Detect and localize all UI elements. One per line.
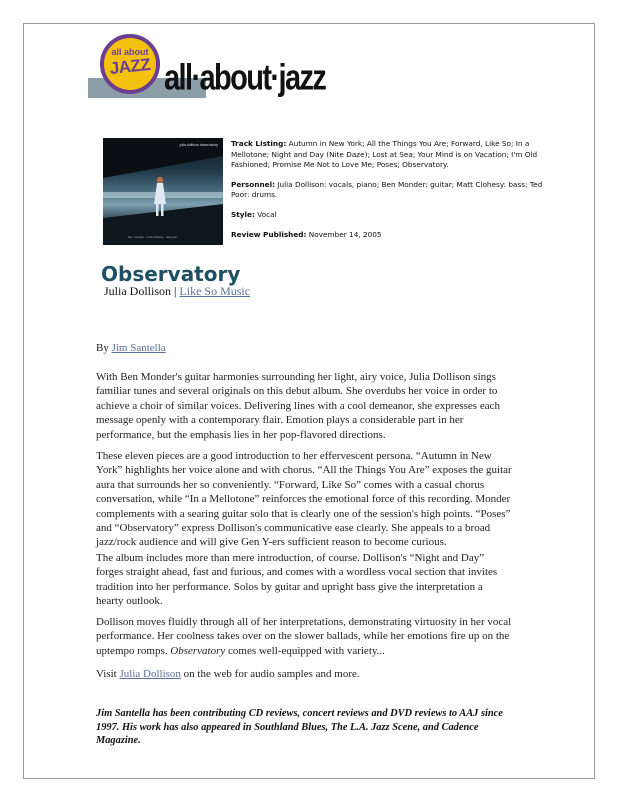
- style: [231, 210, 551, 221]
- track-listing-label: Track Listing:: [231, 139, 287, 148]
- byline: [96, 341, 512, 355]
- cover-figure-head: [157, 177, 163, 183]
- artist-website-link[interactable]: Julia Dollison: [119, 668, 181, 680]
- cover-figure-body: [154, 183, 166, 204]
- track-listing: [231, 139, 551, 171]
- visit-prefix: Visit: [96, 668, 117, 680]
- page-title: Observatory: [101, 262, 241, 286]
- personnel: [231, 180, 551, 201]
- cover-figure-leg-right: [161, 204, 164, 216]
- subtitle-separator: |: [174, 284, 177, 298]
- style-label: Style:: [231, 209, 255, 219]
- personnel-value: Julia Dollison: vocals, piano; Ben Monder: guitar; Matt Clohesy: bass; Ted Poor: drums.: [231, 179, 543, 200]
- reviewer-bio: Jim Santella has been contributing CD reviews, concert reviews and DVD reviews to AAJ since 1997. His work has also appeared in Southland Blues, The L.A. Jazz Scene, and Cadence Magazine.: [96, 708, 503, 747]
- review-published-label: Review Published:: [231, 229, 307, 239]
- visit-line: [96, 667, 512, 681]
- logo-wordmark: all·about·jazz: [164, 58, 326, 98]
- paragraph-4-text: Dollison moves fluidly through all of her interpretations, demonstrating virtuosity in her vocal performance. Her coolness takes over on the slower ballads, while her emotions fire up on the uptempo romps.: [96, 616, 512, 657]
- album-cover: [103, 138, 223, 245]
- track-listing-value: Autumn in New York; All the Things You Are; Forward, Like So; In a Mellotone; Night and Day (Nite Daze); Lost at Sea; Your Mind is on Vacation; I'm Old Fashioned; Promise Me Not to Love Me; Poses; Observatory.: [231, 139, 538, 170]
- review-paragraph-4: [96, 615, 512, 658]
- review-paragraph-2: These eleven pieces are a good introduction to her effervescent persona. “Autumn in New York” highlights her voice alone and with chorus. “All the Things You Are” exposes the guitar aura that surrounds her so conveniently. “Forward, Like So” comes with a casual chorus conversation, while “In a Mellotone” reinforces the emotional force of this recording. Monder complements with a searing guitar solo that is clearly one of the session's high points. “Poses” and “Observatory” express Dollison's communicative ease clearly. She appeals to a broad jazz/rock audience and will give Gen Y-ers sufficient reason to become curious.: [96, 450, 512, 549]
- review-paragraph-3: The album includes more than mere introduction, of course. Dollison's “Night and Day” forges straight ahead, fast and furious, and comes with a wordless vocal section that invites tradition into her performance. Solos by guitar and upright bass give the interpretation a hearty outlook.: [96, 552, 498, 608]
- paragraph-4-end: comes well-equipped with variety...: [228, 644, 385, 657]
- cover-figure-leg-left: [156, 204, 159, 216]
- all-about-jazz-logo[interactable]: [88, 30, 326, 102]
- visit-suffix: on the web for audio samples and more.: [183, 668, 360, 680]
- review-published: [231, 230, 551, 241]
- logo-circle-main-text: JAZZ: [108, 54, 152, 79]
- review-paragraph-1: With Ben Monder's guitar harmonies surrounding her light, airy voice, Julia Dollison sings familiar tunes and several originals on this debut album. She overdubs her voice in order to achieve a choir of similar voices. Delivering lines with a cool demeanor, she expresses each message openly with a contemporary flair. Emotion plays a considerable part in her performance, but the emphasis lies in her pop-flavored directions.: [96, 371, 500, 441]
- cover-artist-text: julia dollison observatory: [179, 143, 218, 147]
- cover-credits-text: ben monder · matt clohesy · ted poor: [128, 235, 178, 239]
- byline-prefix: By: [96, 342, 109, 354]
- album-subtitle: [104, 284, 250, 299]
- artist-name: Julia Dollison: [104, 284, 172, 298]
- album-title-italic: Observatory: [170, 644, 226, 657]
- logo-circle-top-text: all about: [111, 47, 149, 57]
- personnel-label: Personnel:: [231, 179, 276, 189]
- logo-circle-badge: [100, 34, 160, 94]
- album-cover-art: [103, 138, 223, 245]
- record-label-link[interactable]: Like So Music: [179, 284, 251, 298]
- review-published-value: November 14, 2005: [308, 229, 382, 239]
- author-link[interactable]: Jim Santella: [111, 342, 166, 354]
- style-value: Vocal: [257, 209, 277, 219]
- album-meta: [231, 139, 551, 249]
